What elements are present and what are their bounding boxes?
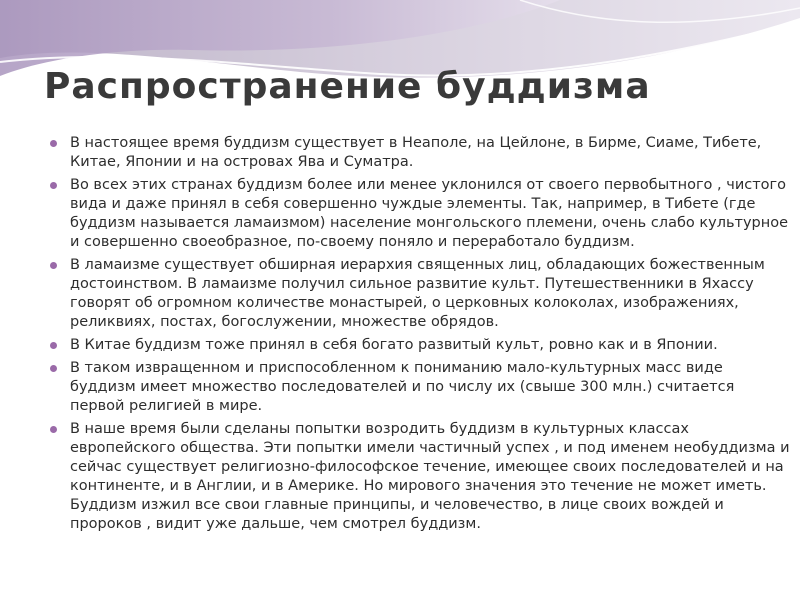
slide-title: Распространение буддизма: [44, 66, 651, 107]
bullet-item: [50, 420, 790, 534]
bullet-item: [50, 134, 790, 172]
bullet-text: В ламаизме существует обширная иерархия священных лиц, обладающих божественным достоинством. В ламаизме получил сильное развитие культ. Путешественники в Яхассу говорят об огромном количестве монастырей, о церковных колоколах, изображениях, реликвиях, постах, богослужении, множестве обрядов.: [70, 257, 765, 330]
bullet-dot-icon: [50, 182, 57, 189]
bullet-dot-icon: [50, 365, 57, 372]
bullet-list: [50, 134, 790, 538]
bullet-dot-icon: [50, 342, 57, 349]
bullet-dot-icon: [50, 140, 57, 147]
bullet-text: В настоящее время буддизм существует в Неаполе, на Цейлоне, в Бирме, Сиаме, Тибете, Китае, Японии и на островах Ява и Суматра.: [70, 135, 762, 170]
bullet-item: [50, 359, 790, 416]
bullet-item: [50, 176, 790, 252]
bullet-text: Во всех этих странах буддизм более или менее уклонился от своего первобытного , чистого вида и даже принял в себя совершенно чуждые элементы. Так, например, в Тибете (где буддизм называется ламаизмом) население монгольского племени, очень слабо культурное и совершенно своеобразное, по-своему поняло и переработало буддизм.: [70, 177, 789, 250]
bullet-text: В наше время были сделаны попытки возродить буддизм в культурных классах европейского общества. Эти попытки имели частичный успех , и под именем необуддизма и сейчас существует религиозно-философское течение, имеющее своих последователей и на континенте, и в Англии, и в Америке. Но мирового значения это течение не может иметь. Буддизм изжил все свои главные принципы, и человечество, в лице своих вождей и пророков , видит уже дальше, чем смотрел буддизм.: [70, 421, 790, 532]
bullet-text: В таком извращенном и приспособленном к пониманию мало-культурных масс виде буддизм имеет множество последователей и по числу их (свыше 300 млн.) считается первой религией в мире.: [70, 360, 735, 414]
bullet-dot-icon: [50, 426, 57, 433]
bullet-item: [50, 336, 790, 355]
bullet-text: В Китае буддизм тоже принял в себя богато развитый культ, ровно как и в Японии.: [70, 337, 718, 353]
bullet-item: [50, 256, 790, 332]
bullet-dot-icon: [50, 262, 57, 269]
